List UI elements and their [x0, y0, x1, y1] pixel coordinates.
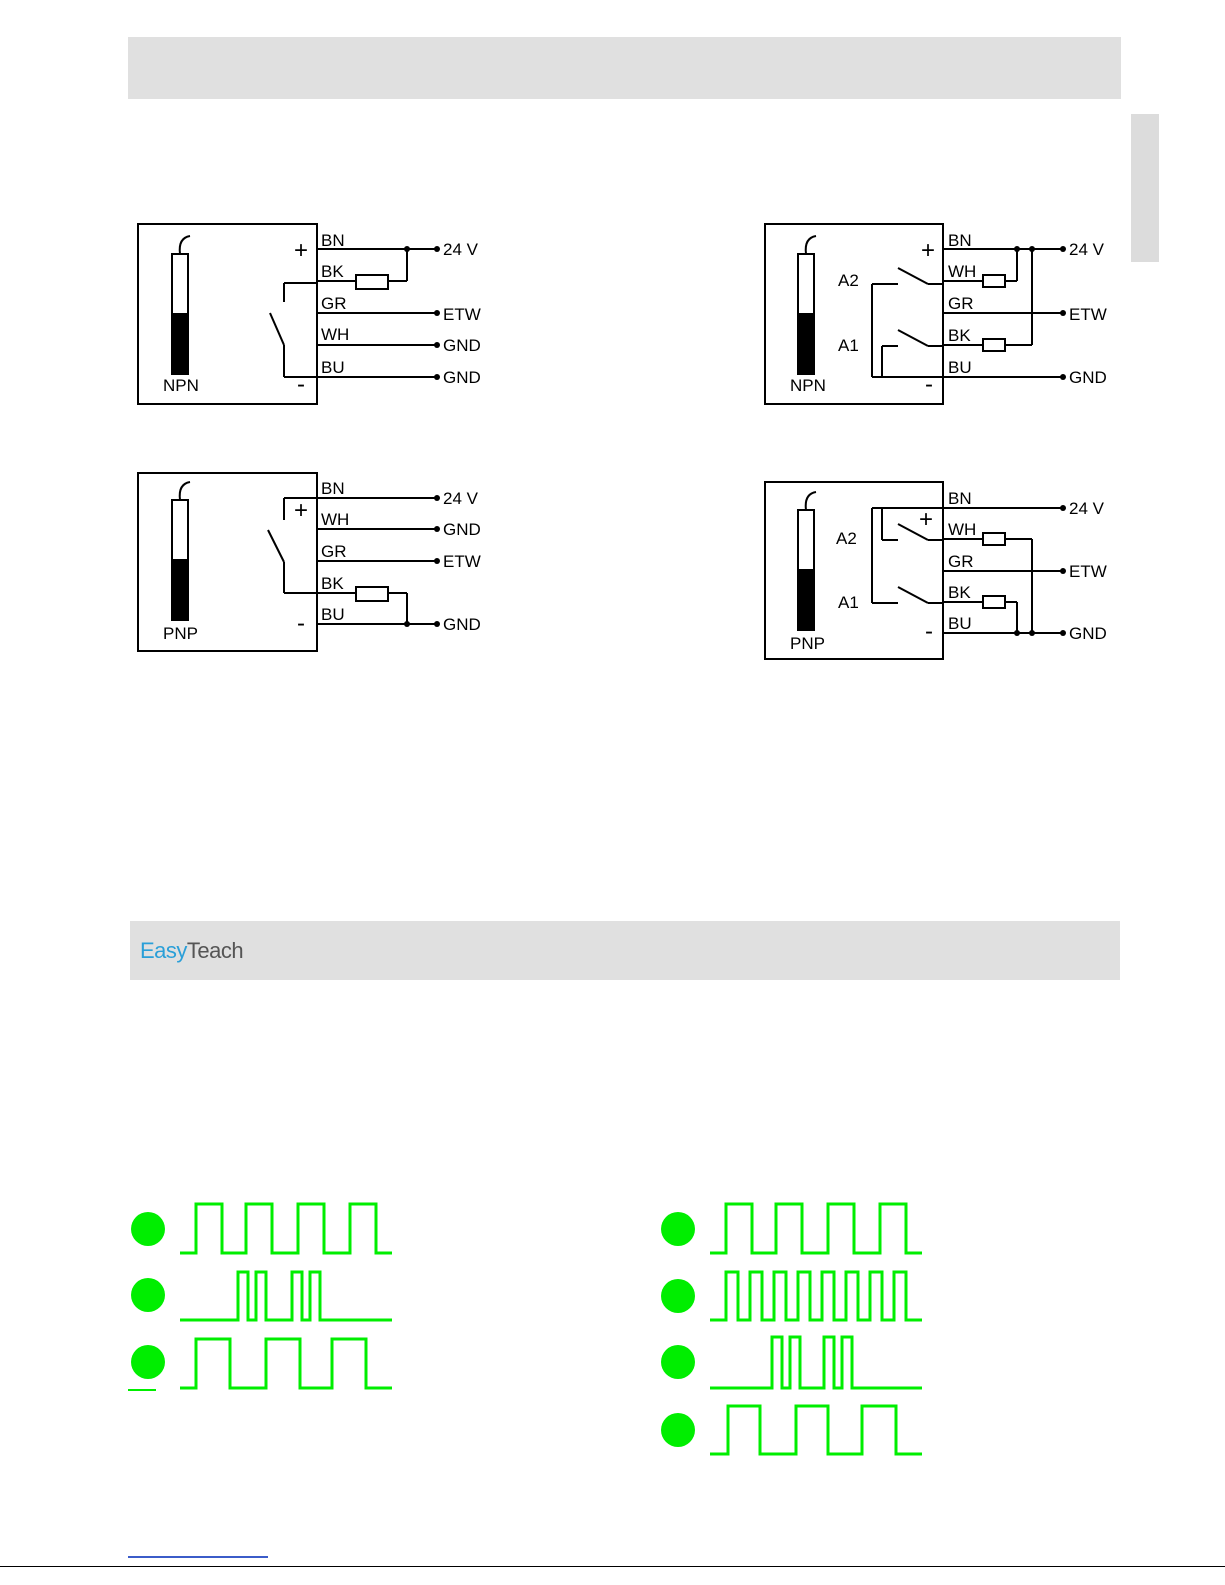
npn-single-type-label: NPN — [163, 376, 199, 395]
npn-dual-type-label: NPN — [790, 376, 826, 395]
npn-single-plus: + — [294, 237, 309, 264]
npn-dual-minus: - — [925, 371, 933, 398]
pnp-dual-minus: - — [925, 618, 933, 645]
pnp-single-minus: - — [297, 610, 305, 637]
logo-part-easy: Easy — [140, 938, 187, 963]
signal-waveforms — [180, 1204, 922, 1454]
waveform-left-double-flash — [180, 1272, 392, 1320]
pnp-dual-wire-4: BK — [948, 583, 971, 602]
led-indicators — [131, 1212, 695, 1447]
pnp-single-terminal-1: 24 V — [443, 489, 478, 508]
npn-dual-switch-a1: A1 — [838, 336, 859, 355]
led-left-2 — [131, 1278, 165, 1312]
npn-single-wire-1: BN — [321, 231, 345, 250]
waveform-left-slow-blink — [180, 1204, 392, 1253]
npn-single-wire-4: WH — [321, 325, 350, 344]
npn-dual-wire-1: BN — [948, 231, 972, 250]
led-right-3 — [661, 1345, 695, 1379]
npn-single-terminal-3: GND — [443, 336, 481, 355]
pnp-dual-type-label: PNP — [790, 634, 825, 653]
logo-part-teach: Teach — [186, 938, 244, 963]
npn-single-wire-2: BK — [321, 262, 344, 281]
npn-dual-terminal-2: ETW — [1069, 305, 1107, 324]
npn-dual-wire-5: BU — [948, 358, 972, 377]
waveform-right-double-flash — [710, 1337, 922, 1388]
npn-single-terminal-2: ETW — [443, 305, 481, 324]
pnp-single-wire-2: WH — [321, 510, 350, 529]
npn-dual-terminal-3: GND — [1069, 368, 1107, 387]
led-right-2 — [661, 1279, 695, 1313]
pnp-dual-switch-a2: A2 — [836, 529, 857, 548]
led-right-1 — [661, 1212, 695, 1246]
npn-dual-wire-3: GR — [948, 294, 974, 313]
pnp-single-wire-3: GR — [321, 542, 347, 561]
footer-divider — [0, 1566, 1225, 1567]
pnp-dual-switch-a1: A1 — [838, 593, 859, 612]
waveform-left-square-wave — [180, 1339, 392, 1388]
pnp-dual-plus: + — [919, 506, 934, 533]
pnp-single-terminal-4: GND — [443, 615, 481, 634]
waveform-right-square-wave — [710, 1406, 922, 1454]
led-left-3 — [131, 1345, 165, 1379]
npn-single-wire-5: BU — [321, 358, 345, 377]
section-bar — [130, 921, 1120, 980]
pnp-dual-terminal-2: ETW — [1069, 562, 1107, 581]
npn-single-minus: - — [297, 371, 305, 398]
npn-dual-terminal-1: 24 V — [1069, 240, 1104, 259]
pnp-dual-wire-5: BU — [948, 614, 972, 633]
pnp-single-terminal-3: ETW — [443, 552, 481, 571]
easyteach-logo — [140, 938, 243, 964]
led-right-4 — [661, 1413, 695, 1447]
pnp-dual-terminal-1: 24 V — [1069, 499, 1104, 518]
pnp-single-type-label: PNP — [163, 624, 198, 643]
pnp-single-terminal-2: GND — [443, 520, 481, 539]
pnp-single-wire-5: BU — [321, 605, 345, 624]
pnp-dual-wire-1: BN — [948, 489, 972, 508]
pnp-dual-terminal-3: GND — [1069, 624, 1107, 643]
pnp-single-wire-4: BK — [321, 574, 344, 593]
waveform-right-fast-blink — [710, 1272, 922, 1320]
npn-single-terminal-4: GND — [443, 368, 481, 387]
npn-dual-switch-a2: A2 — [838, 271, 859, 290]
footer-link[interactable] — [128, 1556, 268, 1558]
npn-single-wire-3: GR — [321, 294, 347, 313]
led-left-1 — [131, 1212, 165, 1246]
pnp-single-wire-1: BN — [321, 479, 345, 498]
pnp-dual-wire-3: GR — [948, 552, 974, 571]
npn-single-terminal-1: 24 V — [443, 240, 478, 259]
pnp-dual-wire-2: WH — [948, 520, 977, 539]
waveform-right-slow-blink — [710, 1204, 922, 1253]
npn-dual-plus: + — [921, 237, 936, 264]
pnp-single-plus: + — [294, 497, 309, 524]
npn-dual-wire-4: BK — [948, 326, 971, 345]
npn-dual-wire-2: WH — [948, 262, 977, 281]
